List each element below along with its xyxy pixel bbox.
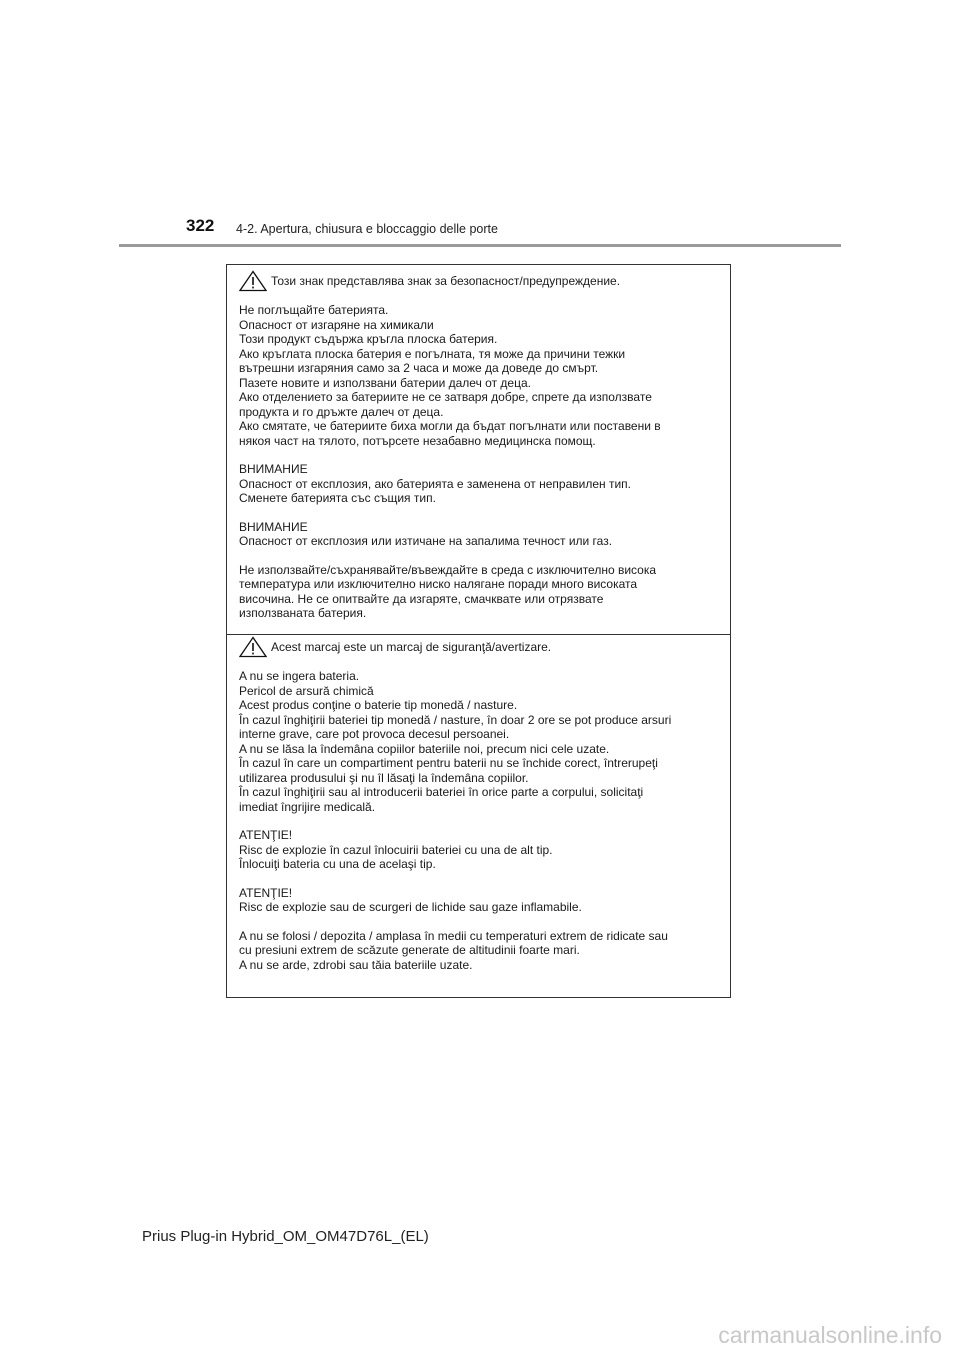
- warning-label: Този знак представлява знак за безопасност/предупреждение.: [271, 274, 621, 288]
- text-line: Не поглъщайте батерията.: [239, 303, 389, 317]
- romanian-caution-block-1: [239, 828, 720, 872]
- text-line: În cazul înghiţirii sau al introducerii bateriei în orice parte a corpului, solicitaţi: [239, 785, 644, 799]
- romanian-ingestion-block: [239, 669, 720, 814]
- warning-triangle-icon: [239, 636, 267, 658]
- battery-warning-box: [226, 264, 731, 998]
- caution-heading: ATENŢIE!: [239, 828, 293, 842]
- text-line: Ако смятате, че батериите биха могли да бъдат погълнати или поставени в: [239, 419, 661, 433]
- bulgarian-warning-panel: [227, 265, 730, 634]
- header-divider: [119, 244, 841, 247]
- text-line: Risc de explozie în cazul înlocuirii bateriei cu una de alt tip.: [239, 842, 553, 857]
- document-id-footer: Prius Plug-in Hybrid_OM_OM47D76L_(EL): [142, 1228, 429, 1245]
- text-line: Опасност от експлозия, ако батерията е заменена от неправилен тип.: [239, 476, 632, 491]
- text-line: A nu se ingera bateria.: [239, 669, 360, 683]
- text-line: A nu se lăsa la îndemâna copiilor bateriile noi, precum nici cele uzate.: [239, 741, 610, 756]
- romanian-warning-panel: [227, 634, 730, 998]
- text-line: Acest produs conţine o baterie tip monedă / nasture.: [239, 698, 518, 712]
- romanian-warning-heading: [239, 636, 720, 658]
- text-line: cu presiuni extrem de scăzute generate de altitudinii foarte mari.: [239, 943, 580, 957]
- text-line: използваната батерия.: [239, 606, 367, 620]
- bulgarian-caution-block-1: [239, 462, 720, 506]
- warning-label: Acest marcaj este un marcaj de siguranţă/avertizare.: [271, 640, 552, 654]
- text-line: În cazul în care un compartiment pentru baterii nu se închide corect, întrerupeţi: [239, 756, 658, 770]
- text-line: imediat îngrijire medicală.: [239, 799, 376, 814]
- text-line: Înlocuiţi bateria cu una de acelaşi tip.: [239, 857, 436, 871]
- text-line: Сменете батерията със същия тип.: [239, 491, 436, 505]
- text-line: Pericol de arsură chimică: [239, 683, 374, 698]
- text-line: температура или изключително ниско налягане поради много високата: [239, 577, 638, 591]
- bulgarian-warning-heading: [239, 270, 720, 292]
- section-title: 4-2. Apertura, chiusura e bloccaggio delle porte: [236, 222, 498, 236]
- text-line: Risc de explozie sau de scurgeri de lichide sau gaze inflamabile.: [239, 900, 582, 914]
- text-line: Ако отделението за батериите не се затваря добре, спрете да използвате: [239, 390, 652, 404]
- text-line: A nu se arde, zdrobi sau tăia bateriile uzate.: [239, 957, 473, 972]
- text-line: някоя част на тялото, потърсете незабавно медицинска помощ.: [239, 433, 596, 448]
- site-watermark: carmanualsonline.info: [718, 1322, 942, 1348]
- text-line: Пазете новите и използвани батерии далеч от деца.: [239, 375, 531, 390]
- text-line: interne grave, care pot provoca decesul persoanei.: [239, 727, 510, 741]
- text-line: продукта и го дръжте далеч от деца.: [239, 404, 444, 419]
- text-line: Не използвайте/съхранявайте/въвеждайте в среда с изключително висока: [239, 562, 657, 577]
- text-line: вътрешни изгаряния само за 2 часа и може да доведе до смърт.: [239, 361, 599, 375]
- page-number: 322: [186, 216, 215, 235]
- text-line: utilizarea produsului şi nu îl lăsaţi la îndemâna copiilor.: [239, 770, 529, 785]
- text-line: височина. Не се опитвайте да изгаряте, смачквате или отрязвате: [239, 591, 604, 606]
- text-line: Този продукт съдържа кръгла плоска батерия.: [239, 332, 498, 346]
- bulgarian-ingestion-block: [239, 303, 720, 448]
- text-line: A nu se folosi / depozita / amplasa în medii cu temperaturi extrem de ridicate sau: [239, 928, 668, 943]
- bulgarian-environment-block: [239, 563, 720, 621]
- bulgarian-caution-block-2: [239, 520, 720, 549]
- text-line: În cazul înghiţirii bateriei tip monedă / nasture, în doar 2 ore se pot produce arsuri: [239, 712, 672, 727]
- text-line: Ако кръглата плоска батерия е погълната, тя може да причини тежки: [239, 346, 626, 361]
- romanian-caution-block-2: [239, 886, 720, 915]
- text-line: Опасност от експлозия или изтичане на запалима течност или газ.: [239, 534, 613, 548]
- text-line: Опасност от изгаряне на химикали: [239, 317, 434, 332]
- warning-triangle-icon: [239, 270, 267, 292]
- caution-heading: ATENŢIE!: [239, 885, 293, 900]
- caution-heading: ВНИМАНИЕ: [239, 462, 308, 476]
- caution-heading: ВНИМАНИЕ: [239, 519, 308, 534]
- romanian-environment-block: [239, 929, 720, 973]
